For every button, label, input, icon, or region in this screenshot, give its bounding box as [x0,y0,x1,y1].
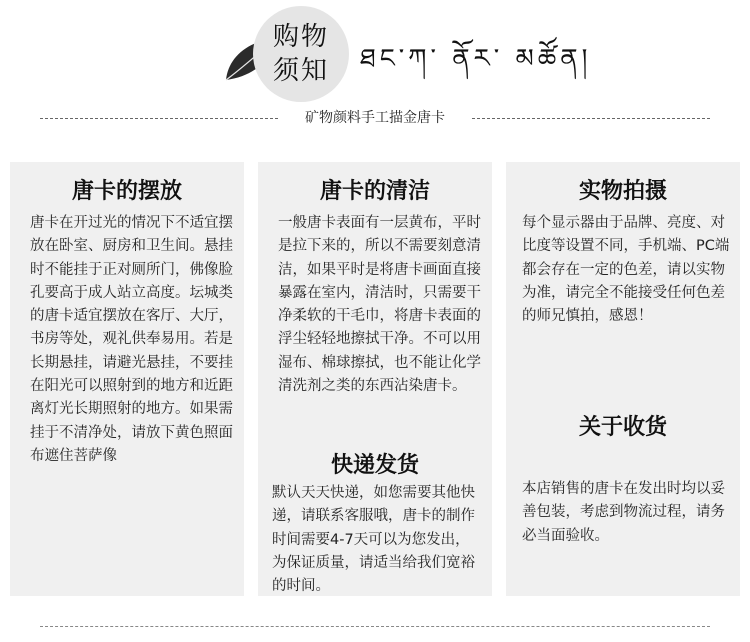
receiving-body: 本店销售的唐卡在发出时均以妥善包装，考虑到物流过程，请务必当面验收。 [522,481,725,544]
subtitle-row [0,108,750,128]
panel-placement [10,162,244,596]
cleaning-title: 唐卡的清洁 [319,178,430,204]
placement-body: 唐卡在开过光的情况下不适宜摆放在卧室、厨房和卫生间。悬挂时不能挂于正对厕所门，佛像脸孔要高于成人站立高度。坛城类的唐卡适宜摆放在客厅、大厅，书房等处，观礼供奉易用。若是长期悬挂，请避光悬挂，不要挂在阳光可以照射到的地方和近距离灯光长期照射的地方。如果需挂于不清净处，请放下黄色照面布遮住菩萨像 [30,215,233,464]
receiving-title: 关于收货 [578,414,667,440]
bottom-divider [40,626,710,627]
tibetan-caption: ཐང་ཀ་ ནོར་ མཚོན། [360,44,592,74]
placement-title: 唐卡的摆放 [71,178,182,204]
shipping-body: 默认天天快递，如您需要其他快递，请联系客服哦，唐卡的制作时间需要4-7天可以为您发出，为保证质量，请适当给我们宽裕的时间。 [272,485,475,595]
divider-left [40,118,278,119]
shipping-title: 快递发货 [330,452,419,478]
photos-body: 每个显示器由于品牌、亮度、对比度等设置不同，手机端、PC端都会存在一定的色差，请以实物为准，请完全不能接受任何色差的师兄慎拍，感恩！ [522,215,730,325]
panel-photos-receiving [506,162,740,596]
header [0,0,750,150]
panel-cleaning-shipping [258,162,492,596]
photos-title: 实物拍摄 [578,178,667,204]
cleaning-body: 一般唐卡表面有一层黄布，平时是拉下来的，所以不需要刻意清洁，如果平时是将唐卡画面直接暴露在室内，清洁时，只需要干净柔软的干毛巾，将唐卡表面的浮尘轻轻地擦拭干净。不可以用湿布、棉球擦拭，也不能让化学清洗剂之类的东西沾染唐卡。 [278,215,481,395]
badge-line-2: 须知 [272,56,329,86]
badge-title [253,20,349,88]
divider-right [472,118,710,119]
page-subtitle: 矿物颜料手工描金唐卡 [305,110,445,126]
badge-line-1: 购物 [272,22,329,52]
title-badge [253,6,349,102]
